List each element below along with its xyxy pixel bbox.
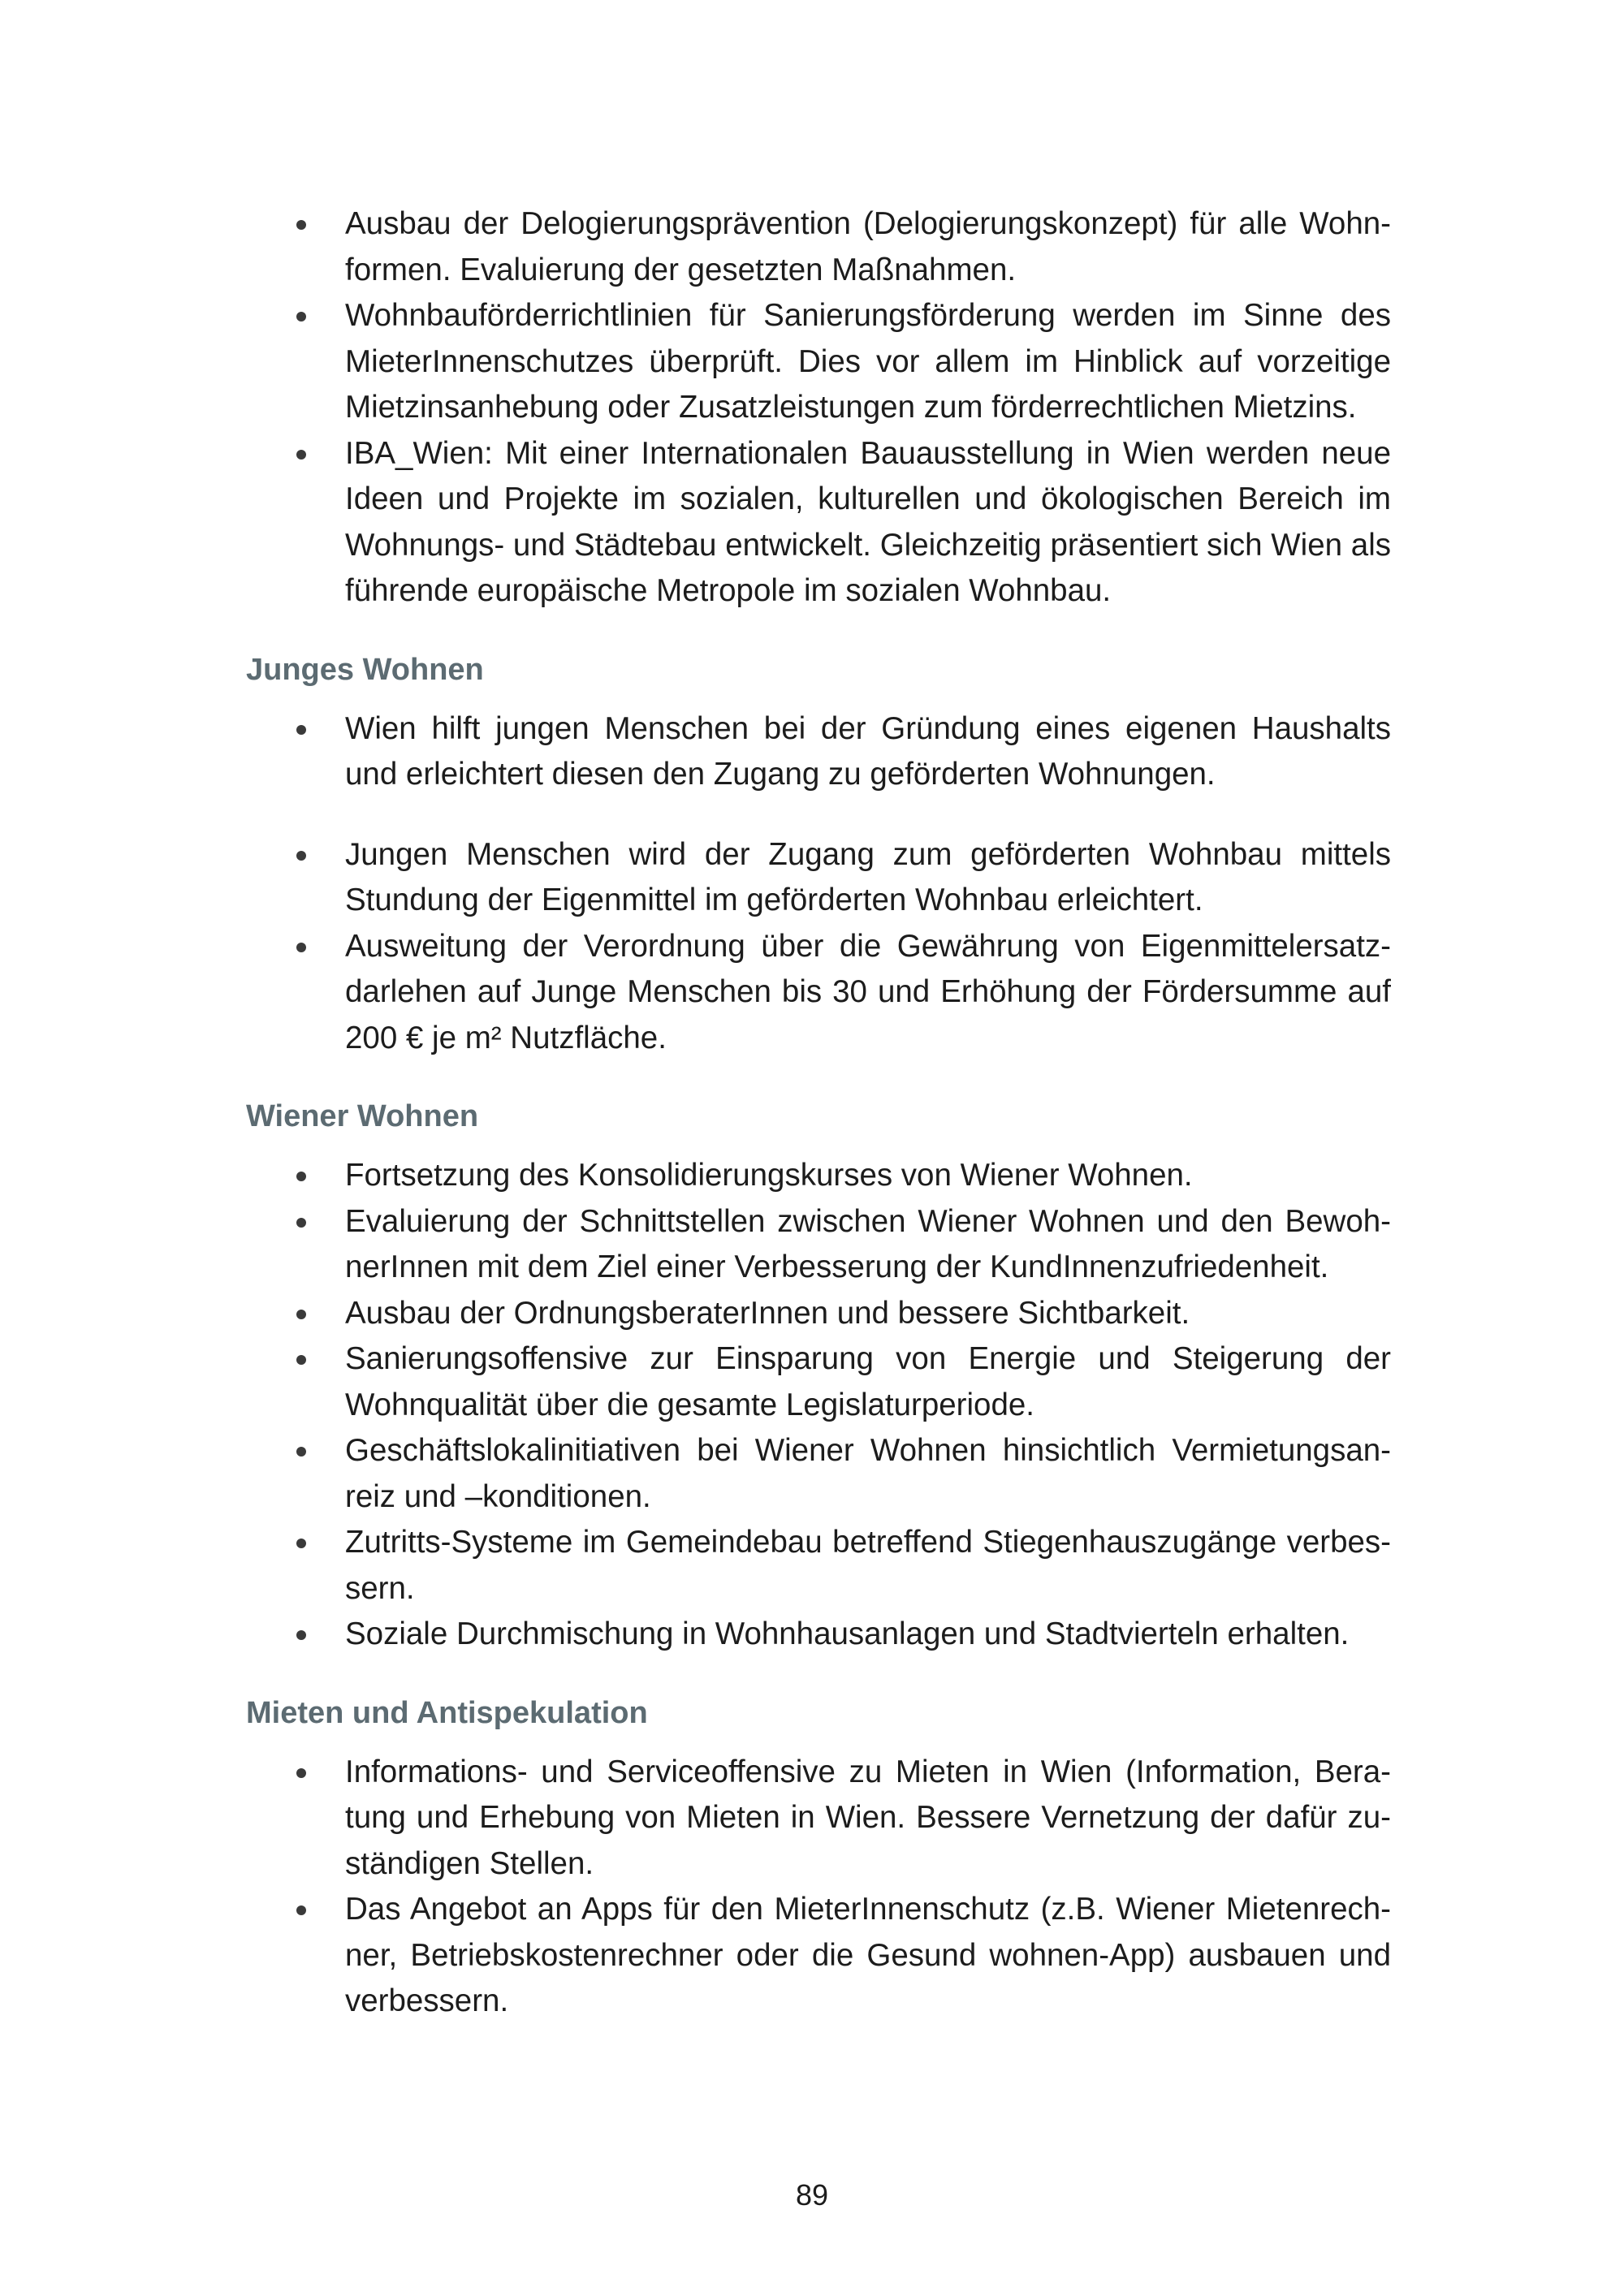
list-item: Ausweitung der Verordnung über die Gewährung von Eigenmittelersatzdarlehen auf Junge Menschen bis 30 und Erhöhung der Fördersumme auf 200 € je m² Nutzfläche. — [246, 924, 1391, 1062]
list-item: Wohnbauförderrichtlinien für Sanierungsförderung werden im Sinne des MieterInnenschutzes überprüft. Dies vor allem im Hinblick auf vorzeitige Mietzinsanhebung oder Zusatzleistungen zum förderrechtlichen Mietzins. — [246, 293, 1391, 431]
bullet-icon — [296, 1539, 306, 1548]
section-heading-junges-wohnen: Junges Wohnen — [246, 652, 484, 687]
bullet-icon — [296, 1630, 306, 1640]
bullet-icon — [296, 1355, 306, 1365]
wiener-wohnen-list — [246, 1153, 1391, 1658]
bullet-icon — [296, 1172, 306, 1181]
bullet-icon — [296, 943, 306, 952]
bullet-icon — [296, 450, 306, 460]
bullet-icon — [296, 312, 306, 322]
bullet-icon — [296, 1447, 306, 1457]
bullet-icon — [296, 725, 306, 735]
section-heading-mieten: Mieten und Antispekulation — [246, 1695, 648, 1730]
bullet-icon — [296, 1905, 306, 1915]
bullet-icon — [296, 1310, 306, 1319]
junges-wohnen-list-a — [246, 706, 1391, 798]
intro-bullet-list — [246, 201, 1391, 615]
junges-wohnen-list-b — [246, 832, 1391, 1062]
mieten-list — [246, 1750, 1391, 2025]
list-item: Sanierungsoffensive zur Einsparung von Energie und Steigerung der Wohnqualität über die gesamte Legislaturperiode. — [246, 1336, 1391, 1428]
list-item: Geschäftslokalinitiativen bei Wiener Wohnen hinsichtlich Vermietungsanreiz und –konditionen. — [246, 1428, 1391, 1520]
list-item: Evaluierung der Schnittstellen zwischen Wiener Wohnen und den BewohnerInnen mit dem Ziel einer Verbesserung der KundInnenzufriedenheit. — [246, 1199, 1391, 1291]
bullet-icon — [296, 1768, 306, 1778]
bullet-icon — [296, 851, 306, 861]
list-item: Fortsetzung des Konsolidierungskurses von Wiener Wohnen. — [246, 1153, 1391, 1199]
list-item: Das Angebot an Apps für den MieterInnenschutz (z.B. Wiener Mietenrechner, Betriebskostenrechner oder die Gesund wohnen-App) ausbauen und verbessern. — [246, 1887, 1391, 2025]
list-item: Zutritts-Systeme im Gemeindebau betreffend Stiegenhauszugänge verbessern. — [246, 1520, 1391, 1612]
list-item: Ausbau der OrdnungsberaterInnen und bessere Sichtbarkeit. — [246, 1291, 1391, 1337]
page-number: 89 — [795, 2178, 829, 2212]
list-item: Soziale Durchmischung in Wohnhausanlagen und Stadtvierteln erhalten. — [246, 1612, 1391, 1658]
list-item: Informations- und Serviceoffensive zu Mieten in Wien (Information, Beratung und Erhebung von Mieten in Wien. Bessere Vernetzung der dafür zuständigen Stellen. — [246, 1750, 1391, 1888]
list-item: IBA_Wien: Mit einer Internationalen Bauausstellung in Wien werden neue Ideen und Projekte im sozialen, kulturellen und ökologischen Bereich im Wohnungs- und Städtebau entwickelt. Gleichzeitig präsentiert sich Wien als führende europäische Metropole im sozialen Wohnbau. — [246, 431, 1391, 615]
bullet-icon — [296, 220, 306, 230]
bullet-icon — [296, 1218, 306, 1228]
list-item: Wien hilft jungen Menschen bei der Gründung eines eigenen Haushalts und erleichtert diesen den Zugang zu geförderten Wohnungen. — [246, 706, 1391, 798]
page-content — [246, 201, 1391, 2025]
list-item: Ausbau der Delogierungsprävention (Delogierungskonzept) für alle Wohnformen. Evaluierung der gesetzten Maßnahmen. — [246, 201, 1391, 293]
section-heading-wiener-wohnen: Wiener Wohnen — [246, 1099, 479, 1133]
list-item: Jungen Menschen wird der Zugang zum geförderten Wohnbau mittels Stundung der Eigenmittel im geförderten Wohnbau erleichtert. — [246, 832, 1391, 924]
